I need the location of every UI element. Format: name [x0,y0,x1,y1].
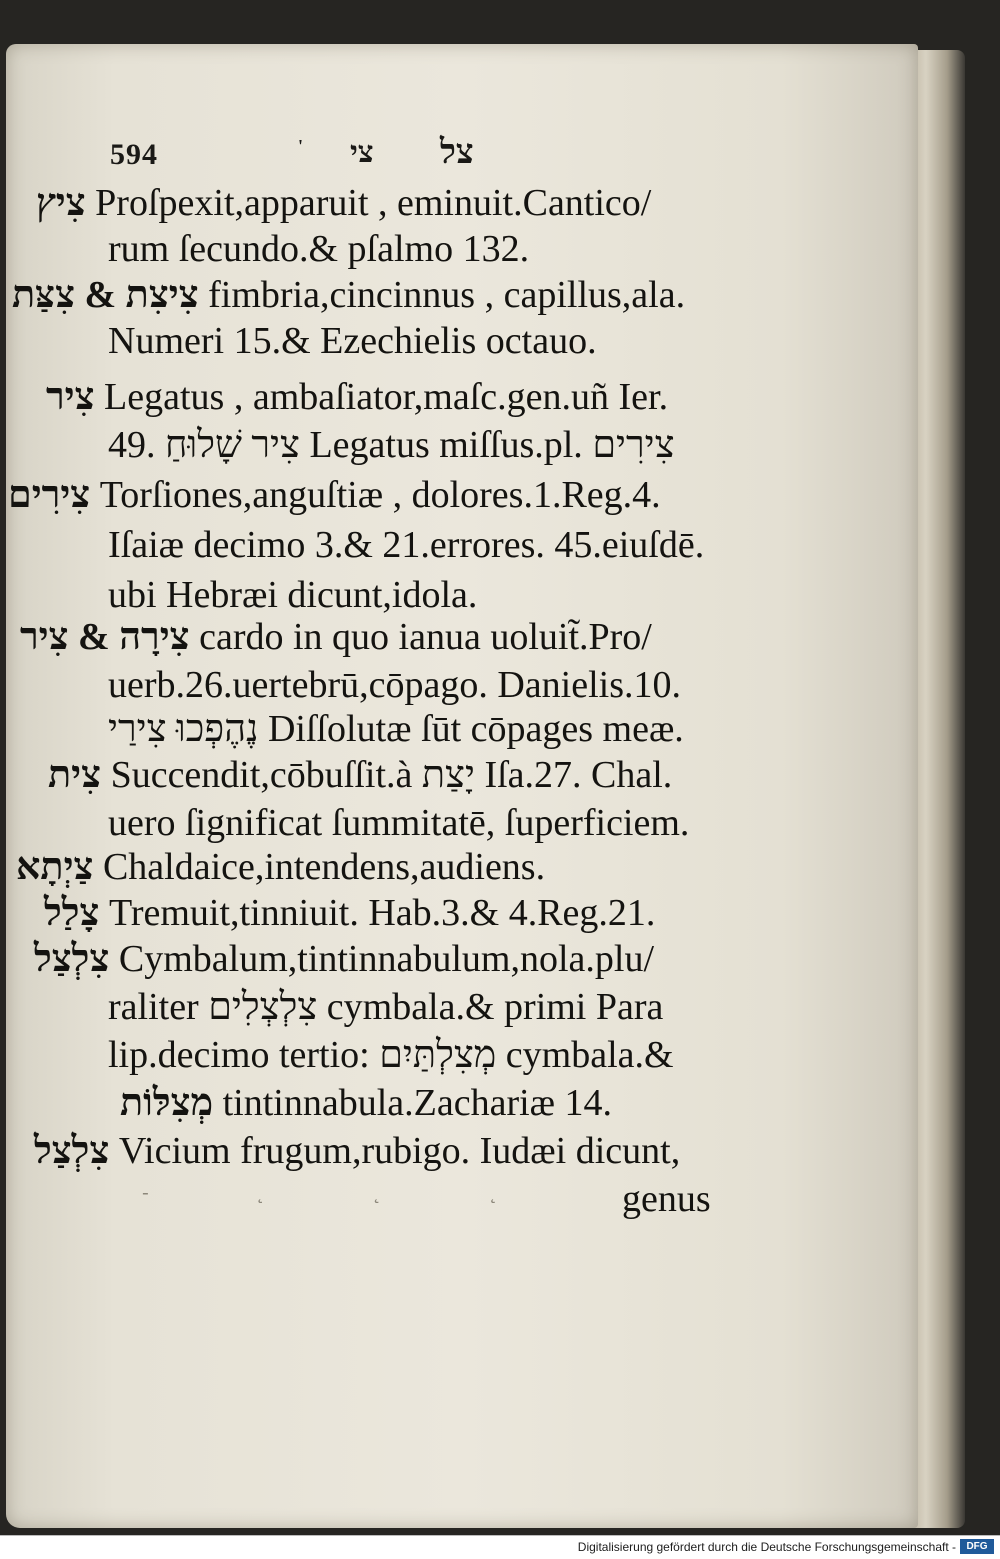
latin-text: Tremuit,tinniuit. Hab.3.& 4.Reg.21. [99,892,656,934]
latin-text: lip.decimo tertio: מְצִלְתַּיִם cymbala.& [108,1034,674,1076]
text-line [108,226,529,272]
latin-text: Numeri 15.& Ezechielis octauo. [108,320,597,362]
text-line [20,614,652,660]
header-word-2: צל [440,134,474,171]
catchword: genus [622,1178,711,1220]
hebrew-headword: צַיְתָא [16,846,94,888]
running-header [110,136,550,180]
latin-text: Torſiones,anguſtiæ , dolores.1.Reg.4. [90,474,661,516]
page-number: 594 [110,138,158,171]
text-line [44,890,655,936]
hebrew-headword: צִירָה & צִיר [20,616,190,658]
text-line [36,180,651,226]
latin-text: Legatus , ambaſiator,maſc.gen.uñ Ier. [94,376,669,418]
latin-text: Iſaiæ decimo 3.& 21.errores. 45.eiuſdē. [108,524,705,566]
latin-text: Vicium frugum,rubigo. Iudæi dicunt, [109,1130,681,1172]
header-mark: ' [298,136,304,156]
text-line [108,706,684,752]
latin-text: rum ſecundo.& pſalmo 132. [108,228,530,270]
text-line [34,936,654,982]
latin-text: uero ſignificat ſummitatē, ſuperficiem. [108,802,690,844]
hebrew-headword: צִיץ [36,182,86,224]
latin-text: Cymbalum,tintinnabulum,nola.plu/ [109,938,655,980]
text-line [108,800,689,846]
latin-text: tintinnabula.Zachariæ 14. [213,1082,612,1124]
latin-text: ubi Hebræi dicunt,idola. [108,574,478,616]
hebrew-headword: צִית [48,754,102,796]
latin-text: 49. צִיר שָׁלוּחַ Legatus miſſus.pl. צִירִים [108,424,675,466]
hebrew-headword: צִיר [46,376,95,418]
latin-text: uerb.26.uertebrū,cōpago. Danielis.10. [108,664,681,706]
text-line [120,1080,612,1126]
text-line [16,844,545,890]
text-line [108,522,704,568]
dfg-logo: DFG [960,1539,994,1554]
latin-text: fimbria,cincinnus , capillus,ala. [198,274,686,316]
text-line [108,984,663,1030]
hebrew-headword: צָלַל [44,892,100,934]
text-line [108,662,681,708]
text-line [48,752,672,798]
header-word-1: צי [350,136,374,169]
text-line [108,1032,674,1078]
latin-text: raliter צִלְצְלִים cymbala.& primi Para [108,986,664,1028]
latin-text: Succendit,cōbuſſit.à יָצַת Iſa.27. Chal. [101,754,673,796]
text-line [8,472,661,518]
text-line [108,572,477,618]
hebrew-headword: מְצִלּוֹת [120,1082,214,1124]
text-line [12,272,685,318]
text-line [108,422,675,468]
latin-text: Chaldaice,intendens,audiens. [93,846,546,888]
hebrew-headword: צִירִים [8,474,91,516]
text-line [46,374,668,420]
latin-text: cardo in quo ianua uoluit̃.Pro/ [189,616,652,658]
latin-text: Proſpexit,apparuit , eminuit.Cantico/ [85,182,652,224]
footer-credit: Digitalisierung gefördert durch die Deutsche Forschungsgemeinschaft - [577,1540,956,1554]
hebrew-headword: צִיצִת & צִצַּת [12,274,199,316]
text-line [34,1128,680,1174]
hebrew-headword: צִלְצַל [34,1130,110,1172]
text-line [108,318,597,364]
hebrew-headword: צִלְצַל [34,938,110,980]
latin-text: נֶהֶפְכוּ צִירַי Diſſolutæ ſūt cōpages meæ. [108,708,684,750]
bleed-through-marks: - ˛ ˛ ˛ [142,1180,548,1204]
